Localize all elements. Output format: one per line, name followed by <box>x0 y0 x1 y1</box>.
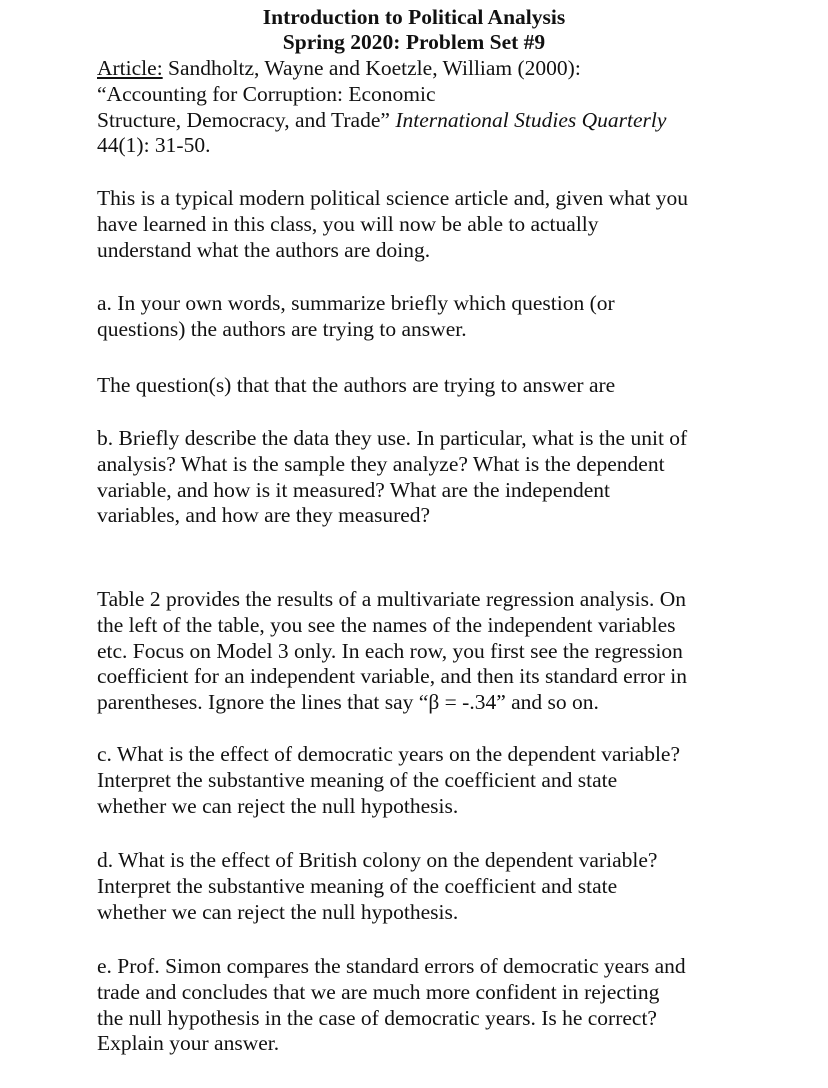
text-line: have learned in this class, you will now be able to actually <box>97 211 599 236</box>
text-line: a. In your own words, summarize briefly which question (or <box>97 291 615 315</box>
text-line: Interpret the substantive meaning of the coefficient and state <box>97 767 618 792</box>
text-line: Explain your answer. <box>97 1031 280 1056</box>
answer-a <box>97 373 747 399</box>
question-d <box>97 848 747 925</box>
text-line: trade and concludes that we are much more confident in rejecting <box>97 979 660 1004</box>
question-c <box>97 742 747 819</box>
text-line: b. Briefly describe the data they use. In particular, what is the unit of <box>97 426 688 450</box>
text-line: understand what the authors are doing. <box>97 237 431 262</box>
citation-title-line-2: Structure, Democracy, and Trade” <box>97 107 396 132</box>
citation-title-line-1: “Accounting for Corruption: Economic <box>97 81 436 106</box>
text-line: whether we can reject the null hypothesis. <box>97 793 459 818</box>
text-line: etc. Focus on Model 3 only. In each row, you first see the regression <box>97 638 683 663</box>
text-line: the null hypothesis in the case of democratic years. Is he correct? <box>97 1005 657 1030</box>
text-line: variable, and how is it measured? What are the independent <box>97 477 611 502</box>
question-b <box>97 426 747 529</box>
text-line: variables, and how are they measured? <box>97 503 431 528</box>
text-line: questions) the authors are trying to answer. <box>97 316 467 341</box>
text-line: the left of the table, you see the names of the independent variables <box>97 612 676 637</box>
text-line: Interpret the substantive meaning of the coefficient and state <box>97 873 618 898</box>
text-line: d. What is the effect of British colony on the dependent variable? <box>97 848 658 872</box>
text-line: Table 2 provides the results of a multivariate regression analysis. On <box>97 587 686 611</box>
text-line: The question(s) that that the authors are trying to answer are <box>97 373 616 397</box>
text-line: analysis? What is the sample they analyze? What is the dependent <box>97 451 665 476</box>
citation-volume-pages: 44(1): 31-50. <box>97 133 211 158</box>
text-line: e. Prof. Simon compares the standard errors of democratic years and <box>97 954 686 978</box>
citation-line-3 <box>97 108 747 134</box>
citation-journal: International Studies Quarterly <box>395 107 667 132</box>
question-e <box>97 954 747 1057</box>
text-line: whether we can reject the null hypothesis. <box>97 899 459 924</box>
table-intro-paragraph <box>97 587 745 716</box>
citation-line-1 <box>97 56 747 82</box>
text-line: parentheses. Ignore the lines that say “β = -.34” and so on. <box>97 690 599 715</box>
citation-authors: Sandholtz, Wayne and Koetzle, William (2000): <box>162 56 581 80</box>
text-line: c. What is the effect of democratic years on the dependent variable? <box>97 742 681 766</box>
problem-set-title: Spring 2020: Problem Set #9 <box>282 30 546 54</box>
intro-paragraph <box>97 186 747 263</box>
article-label: Article: <box>97 56 163 80</box>
text-line: coefficient for an independent variable, and then its standard error in <box>97 664 688 689</box>
text-line: This is a typical modern political science article and, given what you <box>97 186 689 210</box>
question-a <box>97 291 747 343</box>
article-citation <box>97 56 747 159</box>
course-title: Introduction to Political Analysis <box>262 5 566 29</box>
